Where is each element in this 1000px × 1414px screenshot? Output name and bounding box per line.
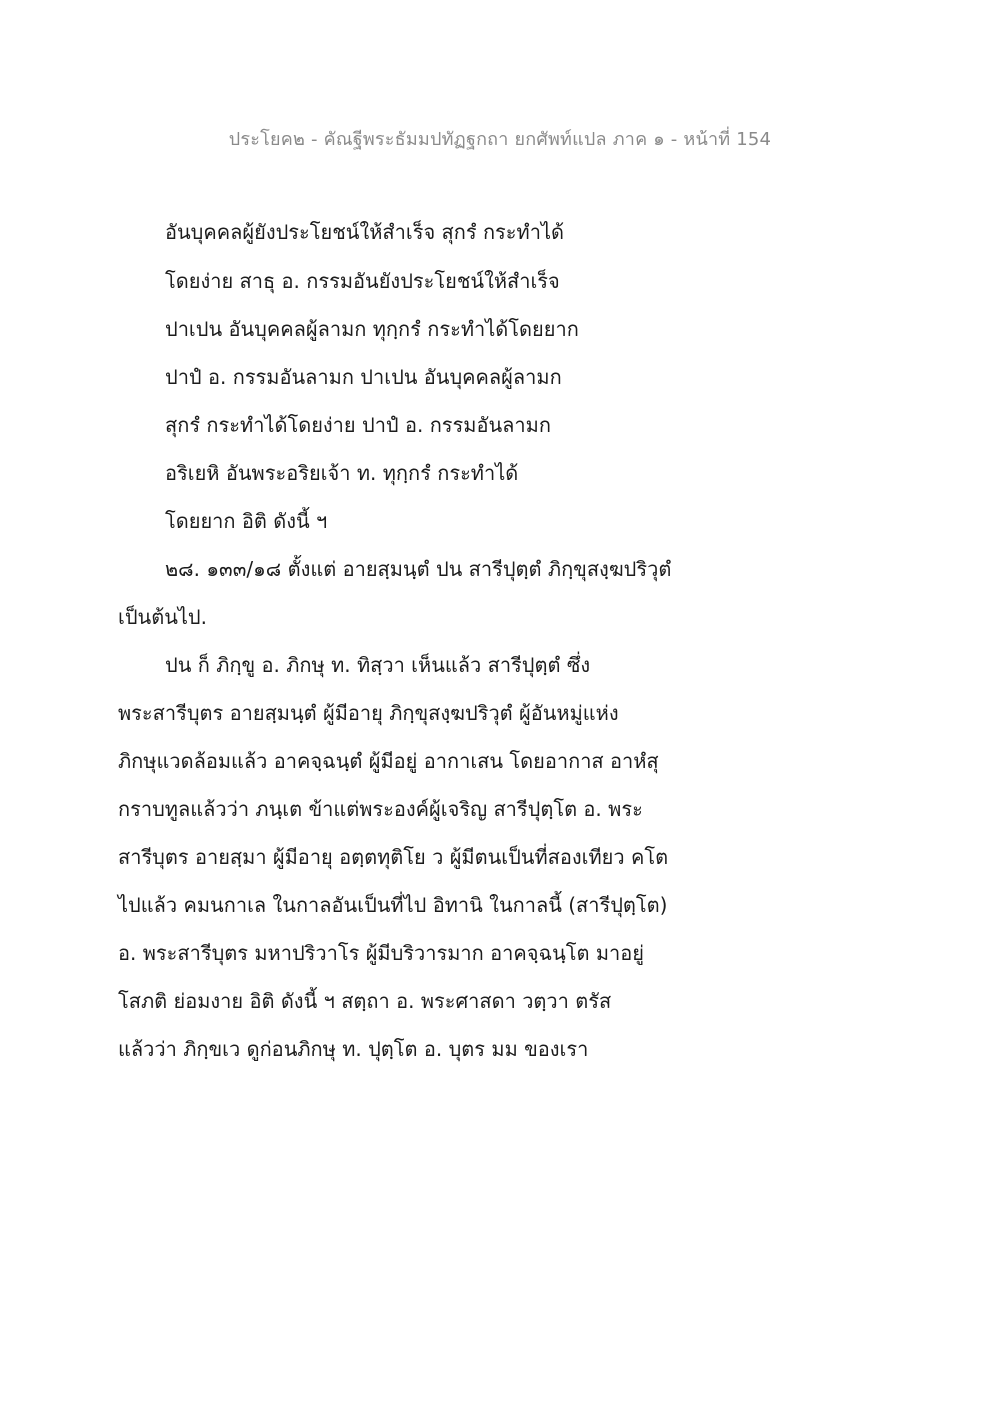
text-line: ปน ก็ ภิกฺขู อ. ภิกษุ ท. ทิสฺวา เห็นแล้ว สารีปุตฺตํ ซึ่ง [165,653,591,677]
text-line: อ. พระสารีบุตร มหาปริวาโร ผู้มีบริวารมาก อาคจฺฉนฺโต มาอยู่ [118,941,644,965]
text-line: โดยง่าย สาธุ อ. กรรมอันยังประโยชน์ให้สำเร็จ [165,269,560,293]
text-line: อริเยหิ อันพระอริยเจ้า ท. ทุกฺกรํ กระทำได้ [165,461,519,485]
text-line: ปาเปน อันบุคคลผู้ลามก ทุกฺกรํ กระทำได้โดยยาก [165,317,579,341]
section-heading-line: ๒๘. ๑๓๓/๑๘ ตั้งแต่ อายสฺมนฺตํ ปน สารีปุตฺตํ ภิกฺขุสงฺฆปริวุตํ [165,557,672,581]
text-line: ปาปํ อ. กรรมอันลามก ปาเปน อันบุคคลผู้ลามก [165,365,562,389]
text-line: สารีบุตร อายสฺมา ผู้มีอายุ อตฺตทุติโย ว ผู้มีตนเป็นที่สองเทียว คโต [118,845,669,869]
text-line: ไปแล้ว คมนกาเล ในกาลอันเป็นที่ไป อิทานิ ในกาลนี้ (สารีปุตฺโต) [118,893,668,917]
text-line: เป็นต้นไป. [118,605,207,629]
text-line: แล้วว่า ภิกฺขเว ดูก่อนภิกษุ ท. ปุตฺโต อ. บุตร มม ของเรา [118,1037,589,1061]
text-line: ภิกษุแวดล้อมแล้ว อาคจฺฉนฺตํ ผู้มีอยู่ อากาเสน โดยอากาส อาหํสุ [118,749,659,773]
running-header: ประโยค๒ - คัณฐีพระธัมมปทัฏฐกถา ยกศัพท์แปล ภาค ๑ - หน้าที่ 154 [228,129,772,150]
text-line: โสภติ ย่อมงาย อิติ ดังนี้ ฯ สตฺถา อ. พระศาสดา วตฺวา ตรัส [118,989,612,1013]
text-line: โดยยาก อิติ ดังนี้ ฯ [165,509,328,533]
text-line: พระสารีบุตร อายสฺมนฺตํ ผู้มีอายุ ภิกฺขุสงฺฆปริวุตํ ผู้อันหมู่แห่ง [118,701,619,725]
text-line: สุกรํ กระทำได้โดยง่าย ปาปํ อ. กรรมอันลามก [165,413,551,437]
text-line: กราบทูลแล้วว่า ภนฺเต ข้าแต่พระองค์ผู้เจริญ สารีปุตฺโต อ. พระ [118,797,643,821]
text-line: อันบุคคลผู้ยังประโยชน์ให้สำเร็จ สุกรํ กระทำได้ [165,220,564,244]
